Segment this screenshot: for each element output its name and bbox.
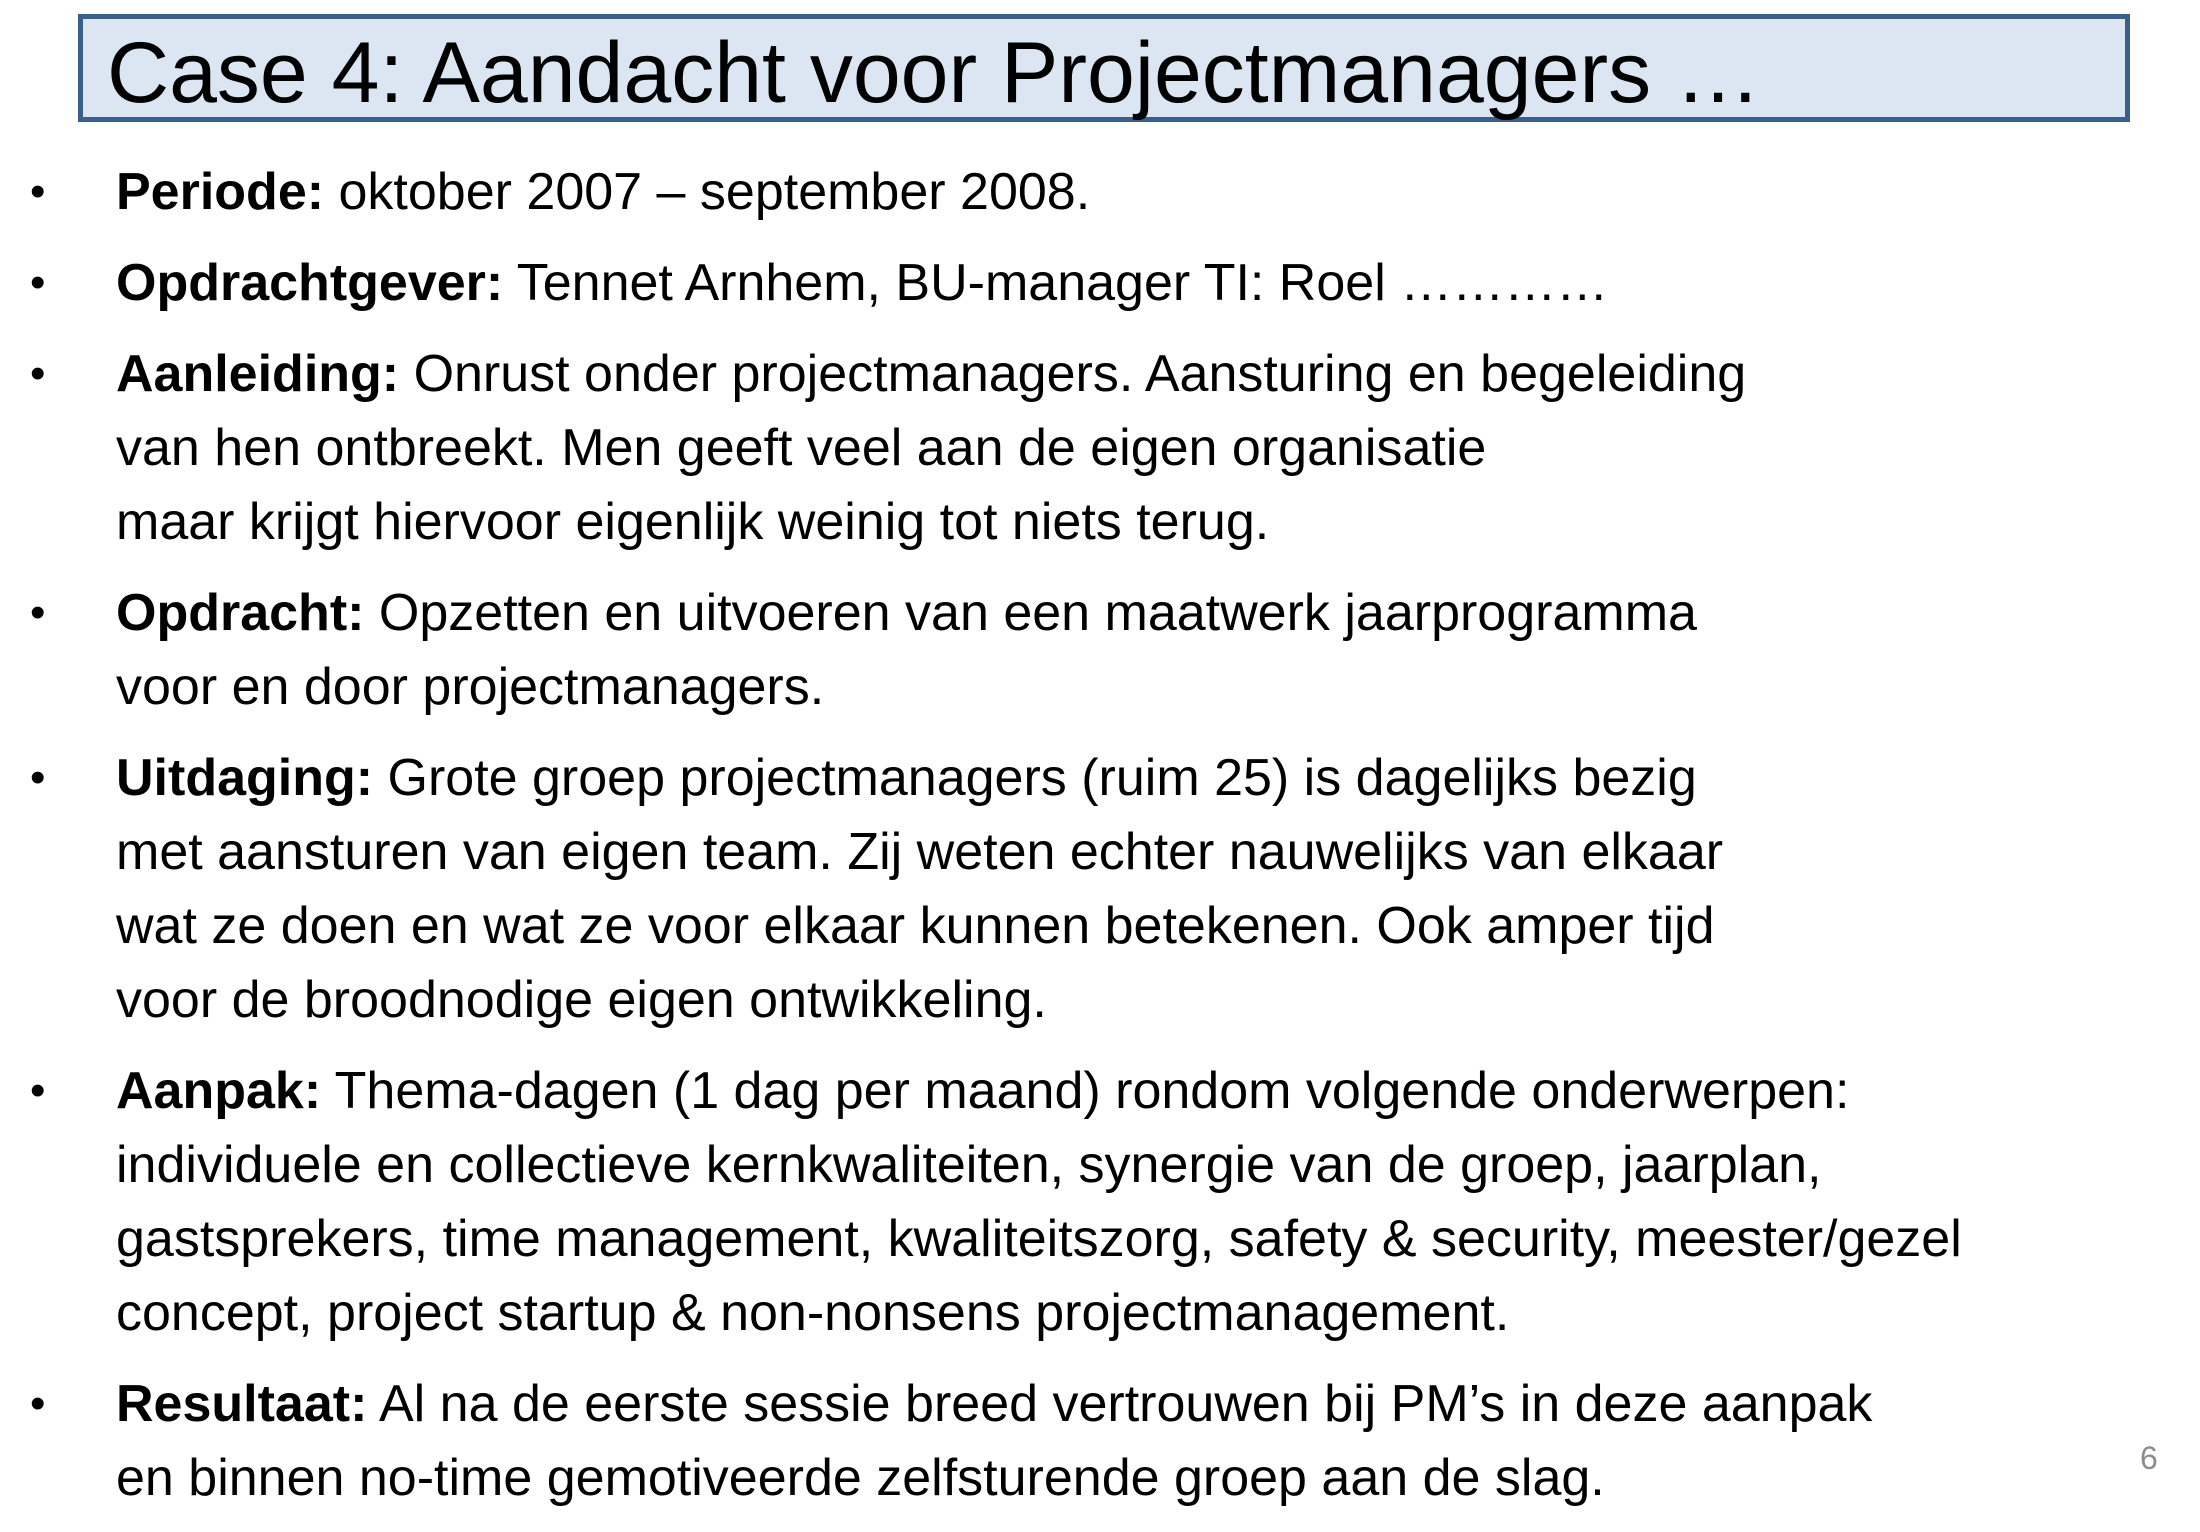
bullet-line bbox=[116, 741, 2180, 815]
bullet-text: voor en door projectmanagers. bbox=[116, 658, 825, 716]
bullet-label: Opdracht: bbox=[116, 584, 365, 642]
bullet-aanpak bbox=[30, 1054, 2180, 1350]
bullet-icon: • bbox=[30, 588, 46, 637]
bullet-text: Grote groep projectmanagers (ruim 25) is dagelijks bezig bbox=[387, 749, 1697, 807]
bullet-line bbox=[116, 1054, 2180, 1128]
bullet-icon: • bbox=[30, 1379, 46, 1428]
bullet-resultaat bbox=[30, 1367, 2180, 1515]
bullet-label: Opdrachtgever: bbox=[116, 254, 504, 312]
bullet-icon: • bbox=[30, 167, 46, 216]
bullet-text: Al na de eerste sessie breed vertrouwen bij PM’s in deze aanpak bbox=[378, 1375, 1873, 1433]
bullet-label: Periode: bbox=[116, 163, 325, 221]
page-number: 6 bbox=[2140, 1440, 2158, 1476]
bullet-text: en binnen no-time gemotiveerde zelfsturende groep aan de slag. bbox=[116, 1449, 1605, 1507]
bullet-text: Opzetten en uitvoeren van een maatwerk jaarprogramma bbox=[378, 584, 1697, 642]
slide-title: Case 4: Aandacht voor Projectmanagers … bbox=[107, 25, 1761, 121]
bullet-text: concept, project startup & non-nonsens projectmanagement. bbox=[116, 1284, 1510, 1342]
bullet-text: Onrust onder projectmanagers. Aansturing en begeleiding bbox=[413, 345, 1747, 403]
bullet-opdracht bbox=[30, 576, 2180, 724]
bullet-text: gastsprekers, time management, kwaliteitszorg, safety & security, meester/gezel bbox=[116, 1210, 1962, 1268]
bullet-line bbox=[116, 337, 2180, 411]
bullet-icon: • bbox=[30, 1066, 46, 1115]
bullet-opdrachtgever bbox=[30, 246, 2180, 320]
bullet-text: voor de broodnodige eigen ontwikkeling. bbox=[116, 971, 1047, 1029]
bullet-text: oktober 2007 – september 2008. bbox=[338, 163, 1091, 221]
bullet-list bbox=[30, 155, 2180, 1532]
bullet-icon: • bbox=[30, 753, 46, 802]
bullet-uitdaging bbox=[30, 741, 2180, 1037]
slide-title-box bbox=[78, 14, 2130, 122]
bullet-text: Thema-dagen (1 dag per maand) rondom volgende onderwerpen: bbox=[334, 1062, 1850, 1120]
bullet-text: maar krijgt hiervoor eigenlijk weinig tot niets terug. bbox=[116, 493, 1270, 551]
bullet-text: Tennet Arnhem, BU-manager TI: Roel ………… bbox=[516, 254, 1609, 312]
bullet-label: Uitdaging: bbox=[116, 749, 374, 807]
bullet-aanleiding bbox=[30, 337, 2180, 559]
bullet-line bbox=[116, 246, 2180, 320]
bullet-line bbox=[116, 1367, 2180, 1441]
bullet-label: Resultaat: bbox=[116, 1375, 368, 1433]
bullet-icon: • bbox=[30, 258, 46, 307]
bullet-text: van hen ontbreekt. Men geeft veel aan de eigen organisatie bbox=[116, 419, 1487, 477]
bullet-text: wat ze doen en wat ze voor elkaar kunnen betekenen. Ook amper tijd bbox=[116, 897, 1715, 955]
bullet-text: met aansturen van eigen team. Zij weten echter nauwelijks van elkaar bbox=[116, 823, 1724, 881]
bullet-periode bbox=[30, 155, 2180, 229]
bullet-label: Aanpak: bbox=[116, 1062, 322, 1120]
bullet-label: Aanleiding: bbox=[116, 345, 400, 403]
bullet-line bbox=[116, 155, 2180, 229]
bullet-line bbox=[116, 576, 2180, 650]
bullet-icon: • bbox=[30, 349, 46, 398]
bullet-text: individuele en collectieve kernkwaliteiten, synergie van de groep, jaarplan, bbox=[116, 1136, 1822, 1194]
